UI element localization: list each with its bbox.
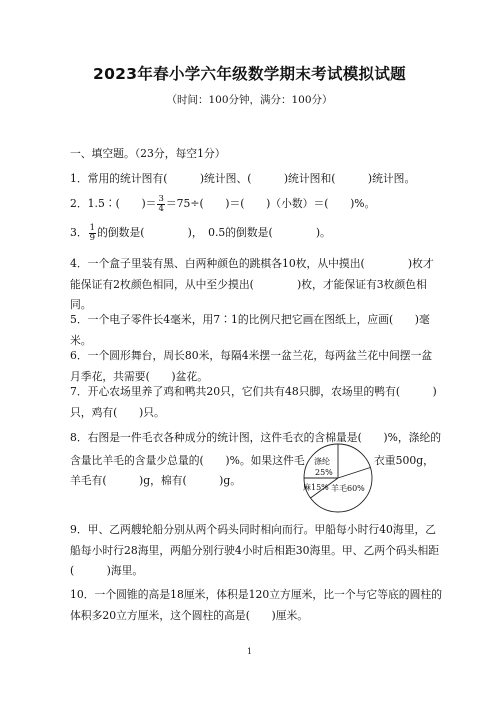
question-4: 4．一个盒子里装有黑、白两种颜色的跳棋各10枚，从中摸出( )枚才能保证有2枚颜色相同，从中至少摸出( )枚，才能保证有3枚颜色相同。 bbox=[70, 257, 434, 311]
question-8-line-2-right: 衣重500g， bbox=[374, 454, 434, 467]
question-5: 5．一个电子零件长4毫米，用7∶1的比例尺把它画在图纸上，应画( )毫米。 bbox=[70, 313, 430, 347]
question-8-line-2: 含量比羊毛的含量少总量的( )%。如果这件毛 bbox=[70, 454, 305, 467]
fraction-one-ninth bbox=[89, 224, 96, 243]
question-10: 10．一个圆锥的高是18厘米，体积是120立方厘米，比一个与它等底的圆柱的体积多20立方厘米，这个圆柱的高是( )厘米。 bbox=[70, 588, 442, 622]
question-3-part-b: 的倒数是( )， 0.5的倒数是( )。 bbox=[97, 226, 331, 239]
question-2-part-b: ＝75÷( )＝( )（小数）＝( )%。 bbox=[165, 197, 376, 210]
page-number: 1 bbox=[246, 647, 253, 656]
question-3 bbox=[70, 222, 331, 243]
question-6: 6．一个圆形舞台，周长80米，每隔4米摆一盆兰花，每两盆兰花中间摆一盆月季花，共需要( )盆花。 bbox=[70, 349, 433, 383]
question-8-line-3: 羊毛有( )g，棉有( )g。 bbox=[70, 474, 242, 487]
question-7: 7．开心农场里养了鸡和鸭共20只，它们共有48只脚，农场里的鸭有( )只，鸡有( )只。 bbox=[70, 385, 437, 419]
fraction-three-quarters bbox=[157, 195, 164, 214]
question-1: 1．常用的统计图有( )统计图、( )统计图和( )统计图。 bbox=[70, 172, 416, 185]
pie-label-wool: 羊毛60% bbox=[331, 484, 365, 493]
exam-time-info: （时间：100分钟，满分：100分） bbox=[166, 94, 333, 106]
wool-sweater-pie-chart bbox=[300, 440, 376, 516]
pie-label-polyester-percent: 25% bbox=[315, 468, 333, 477]
fraction-numerator: 3 bbox=[158, 193, 164, 204]
question-3-part-a: 3． bbox=[70, 226, 88, 239]
question-9: 9．甲、乙两艘轮船分别从两个码头同时相向而行。甲船每小时行40海里，乙船每小时行28海里，两船分别行驶4小时后相距30海里。甲、乙两个码头相距( )海里。 bbox=[70, 523, 440, 577]
fraction-denominator: 4 bbox=[158, 203, 164, 214]
pie-label-polyester: 涤纶 bbox=[314, 457, 330, 466]
question-2 bbox=[70, 193, 375, 214]
page-title: 2023年春小学六年级数学期末考试模拟试题 bbox=[93, 65, 406, 83]
pie-label-hemp: 麻15% bbox=[303, 483, 329, 492]
fraction-numerator: 1 bbox=[89, 222, 96, 233]
pie-chart-svg bbox=[300, 440, 376, 516]
question-8-line-1: 8．右图是一件毛衣各种成分的统计图，这件毛衣的含棉量是( )%，涤纶的 bbox=[70, 431, 442, 444]
section-heading: 一、填空题。（23分，每空1分） bbox=[70, 147, 226, 160]
question-2-part-a: 2．1.5∶( )＝ bbox=[70, 197, 157, 210]
fraction-denominator: 9 bbox=[89, 232, 96, 243]
